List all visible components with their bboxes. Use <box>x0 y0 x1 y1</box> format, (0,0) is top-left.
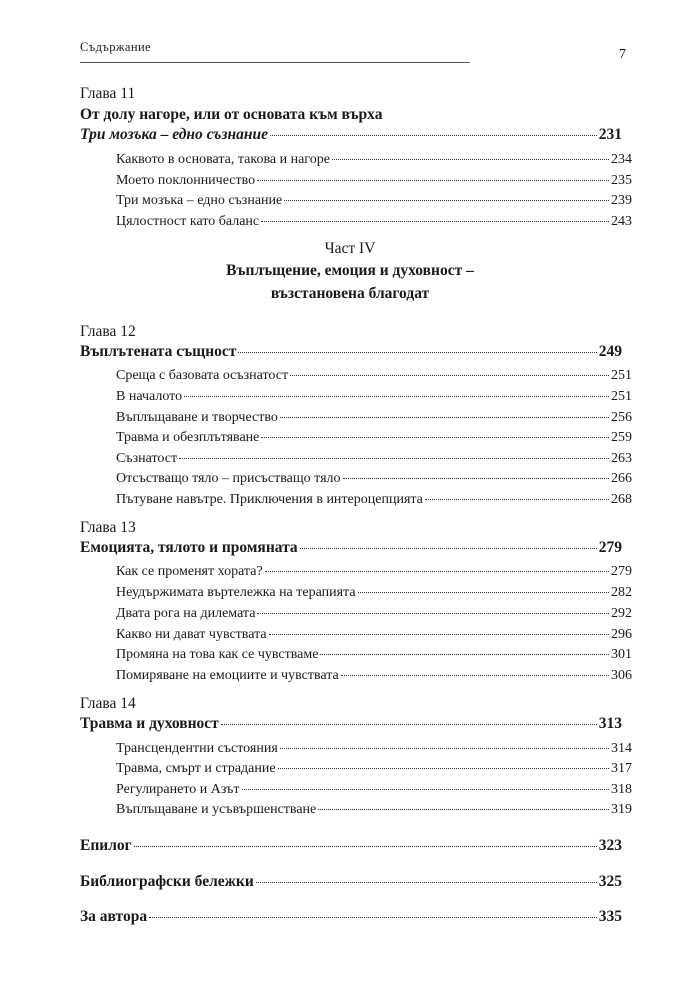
entry-page: 282 <box>611 585 632 600</box>
entry-page: 301 <box>611 647 632 662</box>
toc-entry[interactable] <box>116 800 632 820</box>
toc-entry[interactable] <box>116 428 632 448</box>
dot-leader <box>257 613 609 614</box>
epilogue-entry[interactable] <box>80 836 622 856</box>
toc-entry[interactable] <box>116 469 632 489</box>
entry-page: 266 <box>611 471 632 486</box>
dot-leader <box>179 458 609 459</box>
header-rule <box>80 62 470 63</box>
dot-leader <box>134 846 597 847</box>
toc-entry[interactable] <box>116 583 632 603</box>
toc-entry[interactable] <box>116 666 632 686</box>
entry-page: 231 <box>598 126 622 143</box>
entry-title: Как се променят хората? <box>116 564 263 579</box>
entry-title: В началото <box>116 389 183 404</box>
entry-title: Емоцията, тялото и промяната <box>80 539 298 556</box>
toc-entry[interactable] <box>116 759 632 779</box>
toc-entry[interactable] <box>116 604 632 624</box>
entry-title: Среща с базовата осъзнатост <box>116 368 289 383</box>
entry-page: 314 <box>611 741 632 756</box>
entry-title: Въплъщаване и творчество <box>116 410 278 425</box>
toc-entry[interactable] <box>116 212 632 232</box>
entry-page: 251 <box>611 389 632 404</box>
entry-page: 318 <box>611 782 632 797</box>
entry-page: 292 <box>611 606 632 621</box>
entry-title: Три мозъка – едно съзнание <box>80 126 268 143</box>
entry-page: 256 <box>611 410 632 425</box>
entry-page: 279 <box>611 564 632 579</box>
entry-page: 279 <box>598 539 622 556</box>
dot-leader <box>184 396 609 397</box>
chapter-11-main-entry[interactable] <box>80 125 622 145</box>
dot-leader <box>149 917 597 918</box>
part-4-label: Част IV <box>324 240 376 257</box>
entry-page: 263 <box>611 451 632 466</box>
entry-title: Двата рога на дилемата <box>116 606 256 621</box>
entry-title: Травма и обезплътяване <box>116 430 260 445</box>
bibliography-entry[interactable] <box>80 872 622 892</box>
dot-leader <box>265 571 609 572</box>
entry-title: Пътуване навътре. Приключения в интероцепцията <box>116 492 423 507</box>
entry-title: Регулирането и Азът <box>116 782 240 797</box>
entry-page: 239 <box>611 193 632 208</box>
dot-leader <box>318 809 609 810</box>
entry-title: Какво ни дават чувствата <box>116 627 267 642</box>
dot-leader <box>358 592 609 593</box>
entry-page: 234 <box>611 152 632 167</box>
entry-page: 306 <box>611 668 632 683</box>
dot-leader <box>270 135 597 136</box>
entry-page: 323 <box>598 837 622 854</box>
chapter-12-main-entry[interactable] <box>80 342 622 362</box>
toc-entry[interactable] <box>116 408 632 428</box>
entry-page: 259 <box>611 430 632 445</box>
chapter-12-label: Глава 12 <box>80 323 136 340</box>
entry-title: Три мозъка – едно съзнание <box>116 193 283 208</box>
toc-entry[interactable] <box>116 490 632 510</box>
entry-title: Съзнатост <box>116 451 178 466</box>
entry-page: 296 <box>611 627 632 642</box>
dot-leader <box>280 417 609 418</box>
entry-title: Каквото в основата, такова и нагоре <box>116 152 330 167</box>
dot-leader <box>278 768 609 769</box>
chapter-11-title: От долу нагоре, или от основата към върха <box>80 106 383 123</box>
dot-leader <box>261 437 609 438</box>
entry-title: За автора <box>80 908 148 925</box>
dot-leader <box>284 200 609 201</box>
entry-title: Отсъстващо тяло – присъстващо тяло <box>116 471 341 486</box>
toc-entry[interactable] <box>116 449 632 469</box>
entry-title: Травма, смърт и страдание <box>116 761 276 776</box>
toc-entry[interactable] <box>116 780 632 800</box>
dot-leader <box>257 180 609 181</box>
chapter-13-main-entry[interactable] <box>80 538 622 558</box>
entry-title: Неудържимата въртележка на терапията <box>116 585 356 600</box>
entry-title: Промяна на това как се чувстваме <box>116 647 319 662</box>
dot-leader <box>290 375 609 376</box>
dot-leader <box>238 352 596 353</box>
chapter-14-label: Глава 14 <box>80 695 136 712</box>
entry-page: 317 <box>611 761 632 776</box>
entry-page: 313 <box>598 715 622 732</box>
dot-leader <box>332 159 609 160</box>
entry-page: 335 <box>598 908 622 925</box>
chapter-14-main-entry[interactable] <box>80 714 622 734</box>
dot-leader <box>300 548 597 549</box>
entry-title: Библиографски бележки <box>80 873 254 890</box>
entry-page: 268 <box>611 492 632 507</box>
entry-title: Трансцендентни състояния <box>116 741 278 756</box>
entry-page: 325 <box>598 873 622 890</box>
entry-title: Моето поклонничество <box>116 173 256 188</box>
dot-leader <box>221 724 597 725</box>
dot-leader <box>280 748 609 749</box>
part-4-title-line-1: Въплъщение, емоция и духовност – <box>226 262 474 279</box>
dot-leader <box>242 789 609 790</box>
part-4-title-line-2: възстановена благодат <box>270 285 430 302</box>
entry-title: Травма и духовност <box>80 715 219 732</box>
toc-entry[interactable] <box>116 171 632 191</box>
page-number: 7 <box>619 47 626 62</box>
entry-page: 319 <box>611 802 632 817</box>
entry-page: 243 <box>611 214 632 229</box>
dot-leader <box>269 634 609 635</box>
toc-entry[interactable] <box>116 150 632 170</box>
toc-entry[interactable] <box>116 562 632 582</box>
dot-leader <box>425 499 609 500</box>
entry-title: Епилог <box>80 837 132 854</box>
toc-entry[interactable] <box>116 645 632 665</box>
entry-page: 249 <box>598 343 622 360</box>
entry-page: 235 <box>611 173 632 188</box>
about-author-entry[interactable] <box>80 907 622 927</box>
toc-entry[interactable] <box>116 387 632 407</box>
running-header: Съдържание <box>80 40 151 54</box>
toc-entry[interactable] <box>116 739 632 759</box>
chapter-13-label: Глава 13 <box>80 519 136 536</box>
dot-leader <box>341 675 609 676</box>
dot-leader <box>320 654 609 655</box>
entry-page: 251 <box>611 368 632 383</box>
entry-title: Въплътената същност <box>80 343 237 360</box>
chapter-11-label: Глава 11 <box>80 85 136 102</box>
dot-leader <box>256 882 597 883</box>
toc-entry[interactable] <box>116 625 632 645</box>
entry-title: Помиряване на емоциите и чувствата <box>116 668 339 683</box>
dot-leader <box>261 221 609 222</box>
toc-entry[interactable] <box>116 191 632 211</box>
dot-leader <box>343 478 609 479</box>
entry-title: Въплъщаване и усъвършенстване <box>116 802 317 817</box>
toc-entry[interactable] <box>116 366 632 386</box>
entry-title: Цялостност като баланс <box>116 214 260 229</box>
